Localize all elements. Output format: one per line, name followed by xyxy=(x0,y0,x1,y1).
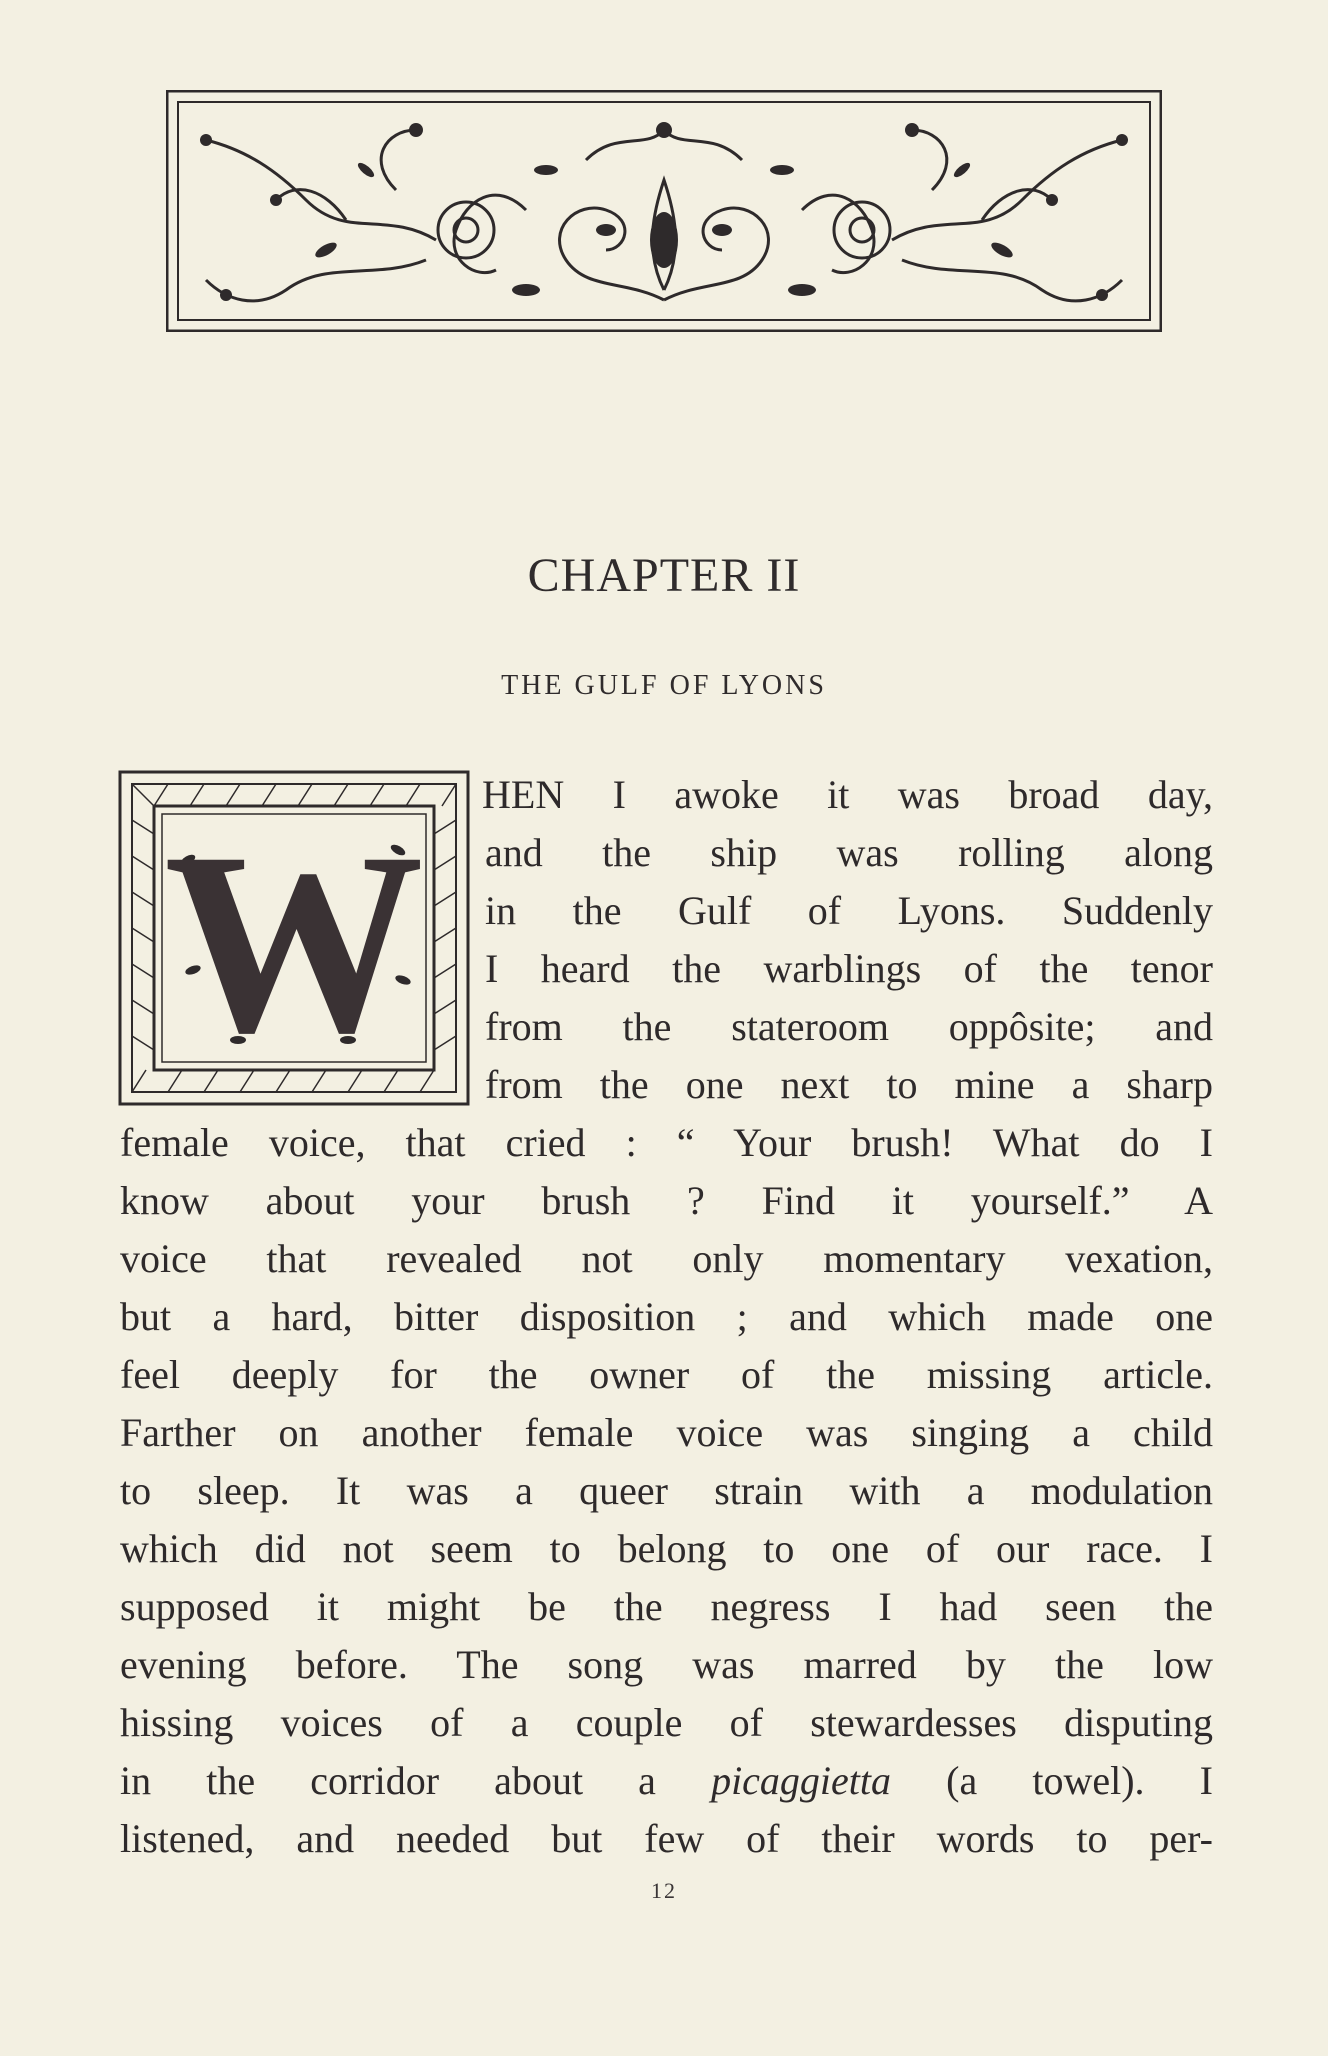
text-segment: (a towel). I xyxy=(891,1758,1213,1803)
italic-word: picaggietta xyxy=(711,1758,892,1803)
text-line: but a hard, bitter disposition ; and which made one xyxy=(120,1294,1213,1339)
text-line: I heard the warblings of the tenor xyxy=(485,946,1213,991)
body-text xyxy=(120,766,1213,1868)
text-line: Farther on another female voice was singing a child xyxy=(120,1410,1213,1455)
text-line: supposed it might be the negress I had seen the xyxy=(120,1584,1213,1629)
text-line: from the one next to mine a sharp xyxy=(485,1062,1213,1107)
chapter-subtitle: THE GULF OF LYONS xyxy=(501,670,827,701)
initial-letter-w: W xyxy=(164,799,424,1087)
chapter-title: CHAPTER II xyxy=(527,549,801,602)
text-line: feel deeply for the owner of the missing article. xyxy=(120,1352,1213,1397)
text-line: and the ship was rolling along xyxy=(485,830,1213,875)
text-line: to sleep. It was a queer strain with a modulation xyxy=(120,1468,1213,1513)
text-line: know about your brush ? Find it yourself.” A xyxy=(120,1178,1213,1223)
text-line: evening before. The song was marred by the low xyxy=(120,1642,1213,1687)
page-number: 12 xyxy=(651,1878,677,1903)
text-segment: in the corridor about a xyxy=(120,1758,712,1803)
floral-ornament-icon xyxy=(166,90,1162,332)
text-line: in the Gulf of Lyons. Suddenly xyxy=(485,888,1213,933)
text-line: female voice, that cried : “ Your brush! What do I xyxy=(120,1120,1213,1165)
text-line: hissing voices of a couple of stewardesses disputing xyxy=(120,1700,1213,1745)
text-line: voice that revealed not only momentary vexation, xyxy=(120,1236,1213,1281)
text-line: from the stateroom oppôsite; and xyxy=(485,1004,1213,1049)
text-line: listened, and needed but few of their words to per- xyxy=(120,1816,1213,1861)
text-line-italic xyxy=(120,1752,1213,1810)
text-line: which did not seem to belong to one of our race. I xyxy=(120,1526,1213,1571)
ornamental-headpiece xyxy=(166,90,1162,332)
text-line: HEN I awoke it was broad day, xyxy=(482,772,1213,817)
